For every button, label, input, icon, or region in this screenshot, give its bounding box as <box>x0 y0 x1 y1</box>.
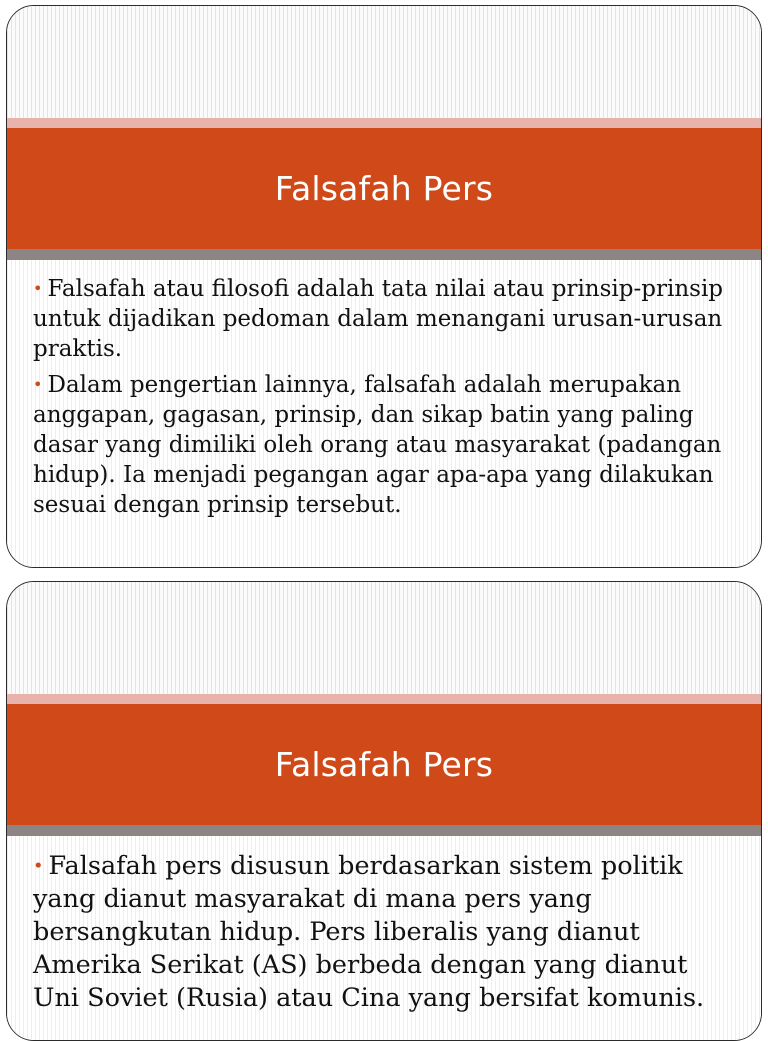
slide-accent-bar <box>7 118 761 128</box>
slide-divider-bar <box>7 249 761 260</box>
bullet-item <box>33 370 741 520</box>
slide-divider-bar <box>7 825 761 836</box>
bullet-item <box>33 850 741 1015</box>
slide-2 <box>6 581 762 1041</box>
slide-1 <box>6 5 762 568</box>
bullet-dot-icon: • <box>33 856 44 877</box>
bullet-text: Dalam pengertian lainnya, falsafah adalah merupakan anggapan, gagasan, prinsip, dan sikap batin yang paling dasar yang dimiliki oleh orang atau masyarakat (padangan hidup). Ia menjadi pegangan agar apa-apa yang dilakukan sesuai dengan prinsip tersebut. <box>33 372 722 518</box>
slide-title: Falsafah Pers <box>274 745 494 784</box>
slide-header-stripes <box>7 6 761 118</box>
slide-title-band <box>7 128 761 249</box>
bullet-list <box>33 850 741 1015</box>
slide-header-stripes <box>7 582 761 694</box>
slide-title: Falsafah Pers <box>274 169 494 208</box>
slide-accent-bar <box>7 694 761 704</box>
bullet-text: Falsafah pers disusun berdasarkan sistem politik yang dianut masyarakat di mana pers yang bersangkutan hidup. Pers liberalis yang dianut Amerika Serikat (AS) berbeda dengan yang dianut Uni Soviet (Rusia) atau Cina yang bersifat komunis. <box>33 851 705 1013</box>
slide-title-band <box>7 704 761 825</box>
bullet-list <box>33 274 741 526</box>
bullet-dot-icon: • <box>33 279 43 298</box>
bullet-item <box>33 274 741 364</box>
bullet-dot-icon: • <box>33 375 43 394</box>
bullet-text: Falsafah atau filosofi adalah tata nilai atau prinsip-prinsip untuk dijadikan pedoman dalam menangani urusan-urusan praktis. <box>33 276 724 362</box>
